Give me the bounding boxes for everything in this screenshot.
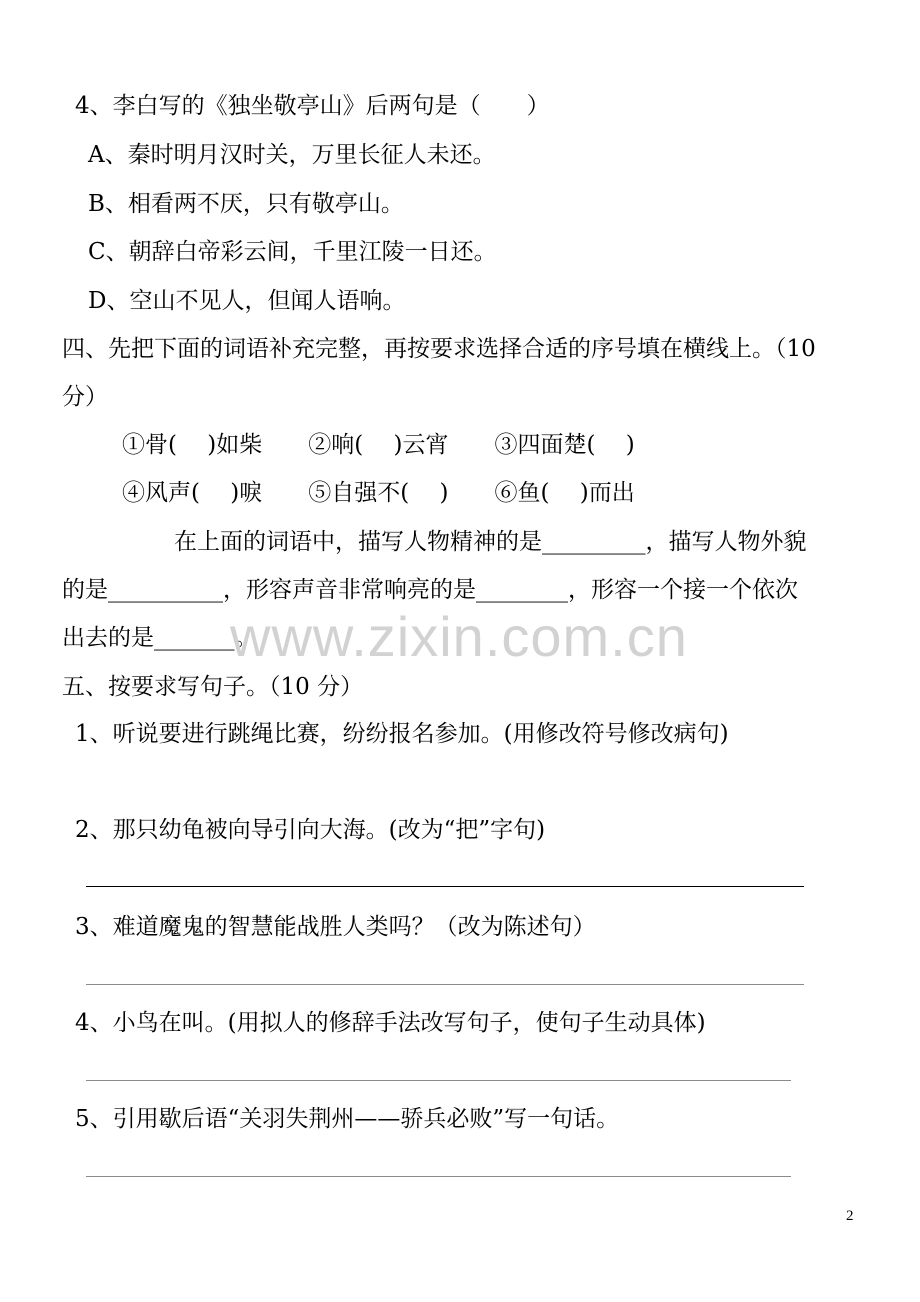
- word-row-2: ④风声( )唳 ⑤自强不( ) ⑥鱼( )而出: [122, 480, 635, 506]
- answer-line-3[interactable]: [86, 984, 804, 985]
- section-4-heading-cont: 分）: [62, 384, 108, 410]
- sentence-task-5: 5、引用歇后语“关羽失荆州——骄兵必败”写一句话。: [75, 1106, 620, 1132]
- option-c: C、朝辞白帝彩云间，千里江陵一日还。: [88, 239, 497, 265]
- answer-line-5[interactable]: [86, 1176, 791, 1177]
- sentence-task-3: 3、难道魔鬼的智慧能战胜人类吗？（改为陈述句）: [75, 914, 596, 940]
- question-4-stem: 4、李白写的《独坐敬亭山》后两句是（ ）: [75, 93, 550, 119]
- section-5-heading: 五、按要求写句子。（10 分）: [62, 674, 364, 700]
- page-number: 2: [846, 1208, 854, 1224]
- fill-paragraph-line-3: 出去的是_______。: [62, 625, 258, 651]
- option-b: B、相看两不厌，只有敬亭山。: [88, 191, 404, 217]
- fill-paragraph-line-2: 的是__________，形容声音非常响亮的是________，形容一个接一个依次: [62, 577, 798, 603]
- answer-line-2[interactable]: [86, 886, 804, 887]
- sentence-task-1: 1、听说要进行跳绳比赛，纷纷报名参加。(用修改符号修改病句): [75, 721, 729, 747]
- answer-line-4[interactable]: [86, 1080, 791, 1081]
- option-d: D、空山不见人，但闻人语响。: [88, 288, 406, 314]
- section-4-heading: 四、先把下面的词语补充完整，再按要求选择合适的序号填在横线上。（10: [62, 336, 816, 362]
- word-row-1: ①骨( )如柴 ②响( )云宵 ③四面楚( ): [122, 432, 635, 458]
- sentence-task-2: 2、那只幼龟被向导引向大海。(改为“把”字句): [75, 817, 546, 843]
- fill-paragraph-line-1: 在上面的词语中，描写人物精神的是_________，描写人物外貌: [174, 529, 807, 555]
- sentence-task-4: 4、小鸟在叫。(用拟人的修辞手法改写句子，使句子生动具体): [75, 1010, 706, 1036]
- watermark: www.zixin.com.cn: [230, 605, 688, 668]
- option-a: A、秦时明月汉时关，万里长征人未还。: [88, 142, 496, 168]
